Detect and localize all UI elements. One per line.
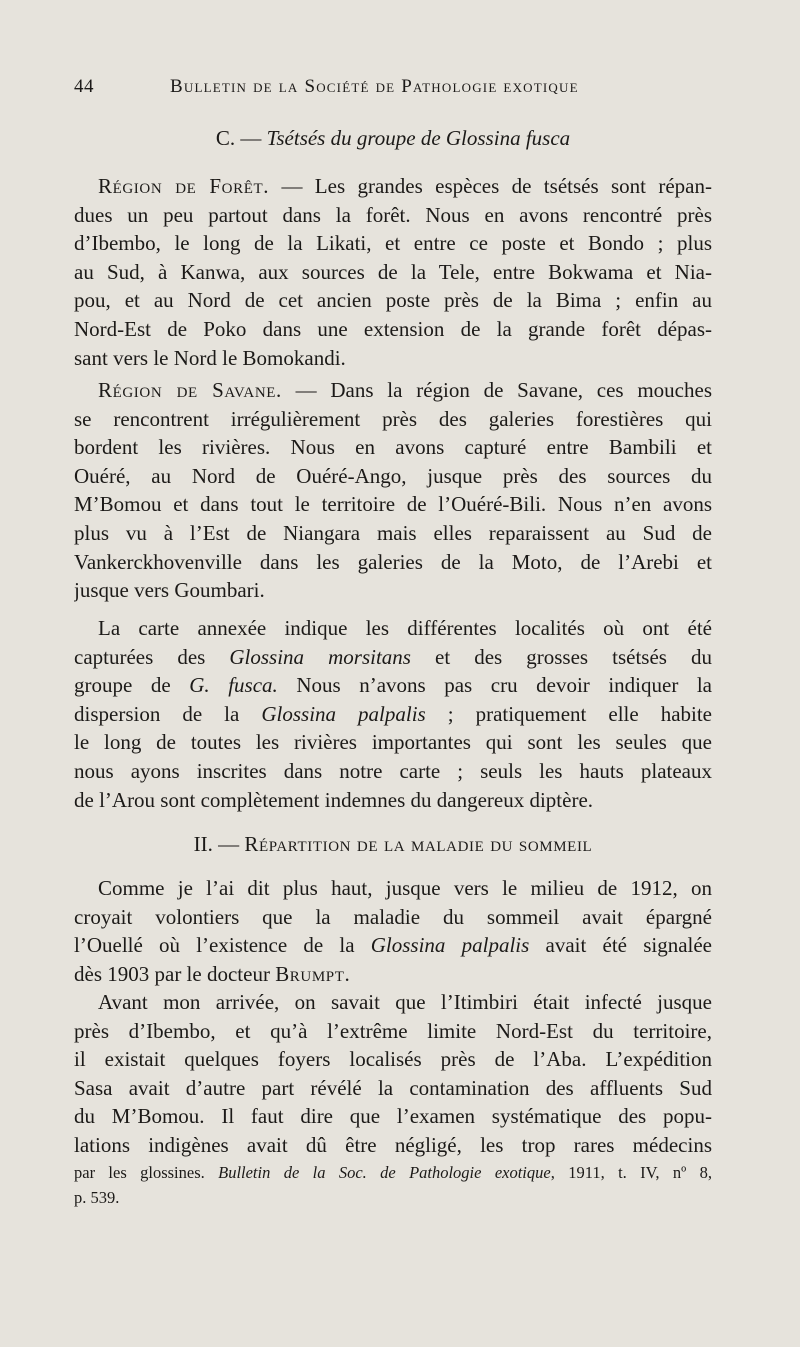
section-ii-title bbox=[74, 832, 712, 857]
paragraph-carte bbox=[74, 614, 712, 814]
species-name: Glossina palpalis bbox=[370, 933, 530, 958]
text-line: pou, et au Nord de cet ancien poste près de la Bima ; enfin au bbox=[74, 288, 712, 313]
text-line: jusque vers Goumbari. bbox=[74, 578, 265, 603]
text-line: Avant mon arrivée, on savait que l’Itimbiri était infecté jusque bbox=[98, 990, 712, 1014]
text-line: de l’Arou sont complètement indemnes du dangereux diptère. bbox=[74, 787, 594, 812]
text-line: nous ayons inscrites dans notre carte ; seuls les hauts plateaux bbox=[74, 758, 712, 783]
text-line: l’Ouellé où l’existence de la Glossina palpalis avait été signalée bbox=[74, 933, 712, 958]
text-line: capturées des Glossina morsitans et des grosses tsétsés du bbox=[74, 644, 712, 669]
region-savane-heading: Région de Savane. bbox=[98, 378, 282, 402]
text-line: dues un peu partout dans la forêt. Nous en avons rencontré près bbox=[74, 202, 712, 227]
text-line: Vankerckhovenville dans les galeries de la Moto, de l’Arebi et bbox=[74, 549, 712, 574]
text-line: sant vers le Nord le Bomokandi. bbox=[74, 345, 346, 370]
text-line: du M’Bomou. Il faut dire que l’examen systématique des popu- bbox=[74, 1104, 712, 1129]
author-name: Brumpt bbox=[275, 961, 345, 986]
text-line: il existait quelques foyers localisés près de l’Aba. L’expédition bbox=[74, 1047, 712, 1072]
text-line: au Sud, à Kanwa, aux sources de la Tele, entre Bokwama et Nia- bbox=[74, 259, 712, 284]
section-c-title-italic: Tsétsés du groupe de Glossina fusca bbox=[266, 126, 571, 150]
page-number: 44 bbox=[74, 76, 94, 97]
text-line: bordent les rivières. Nous en avons capturé entre Bambili et bbox=[74, 435, 712, 460]
running-title: Bulletin de la Société de Pathologie exotique bbox=[170, 76, 579, 97]
text-line: près d’Ibembo, et qu’à l’extrême limite Nord-Est du territoire, bbox=[74, 1018, 712, 1043]
footnote-line: par les glossines. Bulletin de la Soc. de Pathologie exotique, 1911, t. IV, nº 8, bbox=[74, 1163, 712, 1182]
text-line: Ouéré, au Nord de Ouéré-Ango, jusque près des sources du bbox=[74, 463, 712, 488]
species-name: Glossina morsitans bbox=[229, 644, 411, 669]
section-ii-title-text: Répartition de la maladie du sommeil bbox=[244, 832, 593, 856]
text-line: lations indigènes avait dû être négligé, les trop rares médecins bbox=[74, 1132, 712, 1157]
species-name: G. fusca. bbox=[189, 673, 278, 698]
section-c-prefix: C. — bbox=[215, 126, 267, 150]
text-line: M’Bomou et dans tout le territoire de l’Ouéré-Bili. Nous n’en avons bbox=[74, 492, 712, 517]
text-line: La carte annexée indique les différentes localités où ont été bbox=[98, 616, 712, 640]
journal-title: Bulletin de la Soc. de Pathologie exotique bbox=[218, 1163, 551, 1182]
text-line: groupe de G. fusca. Nous n’avons pas cru devoir indiquer la bbox=[74, 673, 712, 698]
paragraph-region-foret bbox=[74, 172, 712, 372]
text-line: Région de Forêt. — Les grandes espèces de tsétsés sont répan- bbox=[98, 174, 712, 198]
running-header bbox=[74, 76, 724, 106]
footnote-line: p. 539. bbox=[74, 1188, 120, 1207]
text-line: plus vu à l’Est de Niangara mais elles reparaissent au Sud de bbox=[74, 520, 712, 545]
text-line: le long de toutes les rivières importantes qui sont les seules que bbox=[74, 730, 712, 755]
text-line: dès 1903 par le docteur Brumpt. bbox=[74, 961, 350, 986]
section-c-title bbox=[74, 126, 712, 151]
paragraph-comme bbox=[74, 874, 712, 988]
paragraph-avant bbox=[74, 988, 712, 1160]
text-line: Région de Savane. — Dans la région de Savane, ces mouches bbox=[98, 378, 712, 402]
region-foret-heading: Région de Forêt. bbox=[98, 174, 270, 198]
text-line: Comme je l’ai dit plus haut, jusque vers le milieu de 1912, on bbox=[98, 876, 712, 900]
paragraph-region-savane bbox=[74, 376, 712, 605]
text-line: croyait volontiers que la maladie du sommeil avait épargné bbox=[74, 904, 712, 929]
text-line: Nord-Est de Poko dans une extension de la grande forêt dépas- bbox=[74, 316, 712, 341]
text-line: Sasa avait d’autre part révélé la contamination des affluents Sud bbox=[74, 1075, 712, 1100]
section-ii-prefix: II. — bbox=[193, 832, 245, 856]
text-line: se rencontrent irrégulièrement près des galeries forestières qui bbox=[74, 406, 712, 431]
footnote bbox=[74, 1160, 712, 1210]
text-line: dispersion de la Glossina palpalis ; pratiquement elle habite bbox=[74, 701, 712, 726]
species-name: Glossina palpalis bbox=[261, 701, 426, 726]
text-line: d’Ibembo, le long de la Likati, et entre ce poste et Bondo ; plus bbox=[74, 231, 712, 256]
